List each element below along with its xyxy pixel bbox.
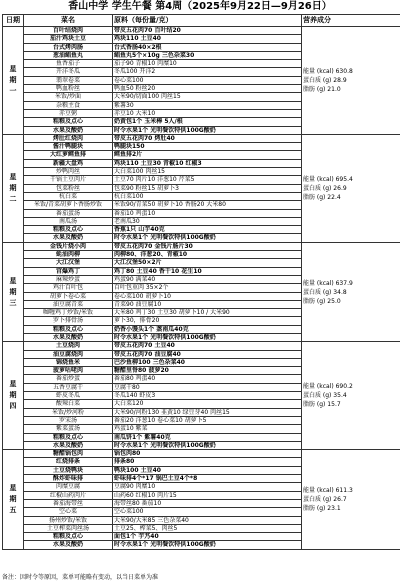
dish-name: 土豆烧肉: [24, 342, 113, 350]
raw-ingredients: 大江汉堡50×2片: [113, 259, 302, 267]
dish-name: 鱼香茄子: [24, 60, 113, 68]
nutrition-line: 能量 (kcal) 695.4: [303, 175, 353, 183]
raw-ingredients: 奶黄包1个 玉米棒 5人/根: [113, 118, 302, 126]
raw-ingredients: 赤豆10 大米10: [113, 109, 302, 117]
day-label-char: 五: [9, 505, 17, 514]
dish-name: 金钱片烧小肉: [24, 242, 113, 250]
raw-ingredients: 番茄20 洋葱10 卷心菜10 胡萝卜5: [113, 416, 302, 424]
dish-name: 杂粮主食: [24, 101, 113, 109]
raw-ingredients: 米饭90/青菜50 胡萝卜10 香肠20 大米80: [113, 201, 302, 209]
dish-name: 番茄海带丝: [24, 499, 113, 507]
dish-name: 罗宋汤: [24, 416, 113, 424]
dish-name: 宫爆鸡丁: [24, 267, 113, 275]
raw-ingredients: 卷心菜100 胡萝卜10: [113, 292, 302, 300]
dish-name: 粗粮及点心: [24, 433, 113, 441]
header-dish: 菜名: [24, 15, 113, 27]
dish-name: 粗粮及点心: [24, 325, 113, 333]
nutrition-info: [302, 450, 400, 550]
menu-table: [2, 14, 400, 550]
dish-name: 红椒山药肉片: [24, 491, 113, 499]
dish-name: 开洋冬瓜: [24, 68, 113, 76]
nutrition-info: [302, 242, 400, 342]
dish-name: 水果及酸奶: [24, 441, 113, 449]
raw-ingredients: 带皮五花肉70 烤肚40: [113, 134, 302, 142]
raw-ingredients: 海带丝80 番茄10: [113, 499, 302, 507]
day-label-char: 二: [9, 194, 17, 203]
raw-ingredients: 鸭腿块150: [113, 143, 302, 151]
raw-ingredients: 带皮五花肉70 油豆腐40: [113, 350, 302, 358]
day-label-char: 星: [9, 276, 17, 285]
raw-ingredients: 香蕉1只 山芋40克: [113, 226, 302, 234]
day-label-char: 星: [9, 172, 17, 181]
raw-ingredients: 时令水果1个 光明餐饮特供100G酸奶: [113, 333, 302, 341]
raw-ingredients: 肉柳80、洋葱20、青椒10: [113, 251, 302, 259]
dish-name: 酸辣白菜: [24, 400, 113, 408]
table-row: [3, 342, 400, 350]
nutrition-info: [302, 342, 400, 450]
raw-ingredients: 大白菜100 肉丝15: [113, 168, 302, 176]
dish-name: 粗粮及点心: [24, 226, 113, 234]
dish-name: 罗卜排骨汤: [24, 317, 113, 325]
nutrition-line: 蛋白质 (g) 35.4: [303, 392, 347, 400]
raw-ingredients: 鸡块110 土豆30 青椒10 红椒3: [113, 159, 302, 167]
raw-ingredients: 巴沙鱼柳100 三色杂菜40: [113, 358, 302, 366]
dish-name: 水果及酸奶: [24, 333, 113, 341]
dish-name: 大江汉堡: [24, 259, 113, 267]
day-label: [3, 134, 24, 242]
nutrition-line: 脂肪 (g) 23.1: [303, 504, 341, 512]
day-label-char: 期: [9, 75, 17, 84]
raw-ingredients: 大白菜120: [113, 400, 302, 408]
raw-ingredients: 包菜90 粉丝15 胡萝卜3: [113, 184, 302, 192]
nutrition-line: 能量 (kcal) 630.8: [303, 67, 353, 75]
day-label-char: 星: [9, 483, 17, 492]
raw-ingredients: 老南瓜30: [113, 217, 302, 225]
day-label-char: 四: [9, 402, 17, 411]
raw-ingredients: 面包1个 芋艿40: [113, 533, 302, 541]
dish-name: 咖喱鸡丁炒饭/米饭: [24, 309, 113, 317]
dish-name: 番茄蛋汤: [24, 209, 113, 217]
raw-ingredients: 时令水果1个 光明餐饮特供100G酸奶: [113, 441, 302, 449]
nutrition-line: 蛋白质 (g) 26.7: [303, 495, 347, 503]
table-row: [3, 450, 400, 458]
nutrition-line: 蛋白质 (g) 26.9: [303, 184, 347, 192]
table-row: [3, 242, 400, 250]
raw-ingredients: 杭白菜100: [113, 192, 302, 200]
dish-name: 干锅土豆肉片: [24, 176, 113, 184]
dish-name: 空心菜: [24, 508, 113, 516]
day-label-char: 期: [9, 494, 17, 503]
dish-name: 虾皮冬瓜: [24, 392, 113, 400]
day-label-char: 期: [9, 391, 17, 400]
raw-ingredients: 豆腐干80: [113, 383, 302, 391]
dish-name: 南瓜汤: [24, 217, 113, 225]
dish-name: 土豆榨菜肉丝汤: [24, 524, 113, 532]
dish-name: 水果及酸奶: [24, 541, 113, 549]
day-label-char: 星: [9, 380, 17, 389]
dish-name: 肉糜豆腐: [24, 483, 113, 491]
dish-name: 茄汁鸡块土豆: [24, 35, 113, 43]
dish-name: 鸭血粉丝: [24, 85, 113, 93]
dish-name: 红烧排条: [24, 458, 113, 466]
header-nutrition: 营养成分: [302, 15, 400, 27]
raw-ingredients: 青菜90 油豆腐10: [113, 300, 302, 308]
header-row: [3, 15, 400, 27]
dish-name: 米饭/青菜胡萝卜香肠炒饭: [24, 201, 113, 209]
raw-ingredients: 时令水果1个 光明餐饮特供100G酸奶: [113, 234, 302, 242]
dish-name: 炒鸭肉丝: [24, 168, 113, 176]
raw-ingredients: 茄子90 青椒10 肉糜10: [113, 60, 302, 68]
raw-ingredients: 台式香肠40×2根: [113, 43, 302, 51]
raw-ingredients: 时令水果1个 光明餐饮特供100G酸奶: [113, 126, 302, 134]
raw-ingredients: 冬瓜140 虾皮3: [113, 392, 302, 400]
dish-name: 酥炸虾味排: [24, 475, 113, 483]
nutrition-info: [302, 27, 400, 135]
dish-name: 酱汁鸭腿块: [24, 143, 113, 151]
dish-name: 胡萝卜卷心菜: [24, 292, 113, 300]
raw-ingredients: 锅包肉80: [113, 450, 302, 458]
dish-name: 油豆腐烧肉: [24, 350, 113, 358]
dish-name: 锦烧鱼米: [24, 358, 113, 366]
raw-ingredients: 土豆70 肉片10 洋葱10 芹菜5: [113, 176, 302, 184]
dish-name: 紫菜蛋汤: [24, 425, 113, 433]
raw-ingredients: 大米90/切面100 肉丝15: [113, 93, 302, 101]
nutrition-line: 脂肪 (g) 22.4: [303, 193, 341, 201]
nutrition-line: 能量 (kcal) 690.2: [303, 383, 353, 391]
dish-name: 糖醋锅包肉: [24, 450, 113, 458]
dish-name: 米饭/炒面: [24, 93, 113, 101]
dish-name: 米饭/炒河粉: [24, 408, 113, 416]
day-label-char: 期: [9, 183, 17, 192]
dish-name: 粗粮及点心: [24, 118, 113, 126]
dish-name: 烤肚红烧肉: [24, 134, 113, 142]
dish-name: 粗粮及点心: [24, 533, 113, 541]
dish-name: 新疆大盘鸡: [24, 159, 113, 167]
raw-ingredients: 豆腐90 肉糜10: [113, 483, 302, 491]
nutrition-line: 脂肪 (g) 15.7: [303, 401, 341, 409]
table-row: [3, 27, 400, 35]
dish-name: 番茄炒蛋: [24, 375, 113, 383]
header-day: 日期: [3, 15, 24, 27]
dish-name: 土豆烧鸭块: [24, 466, 113, 474]
day-label: [3, 27, 24, 135]
raw-ingredients: 糖醋里脊80 菠萝20: [113, 367, 302, 375]
dish-name: 扬州炒饭/米饭: [24, 516, 113, 524]
dish-name: 大红萝鳕鱼排: [24, 151, 113, 159]
dish-name: 水果及酸奶: [24, 126, 113, 134]
raw-ingredients: 鸭血50 粉丝20: [113, 85, 302, 93]
dish-name: 五香豆腐干: [24, 383, 113, 391]
footer-note: 备注：因时令等原因，菜单可能略有变动，以当日菜单为准: [2, 574, 159, 581]
dish-name: 台式烤肉肠: [24, 43, 113, 51]
raw-ingredients: 大米80 鸡丁30 土豆30 胡萝卜10 / 大米90: [113, 309, 302, 317]
table-row: [3, 134, 400, 142]
raw-ingredients: 鲳鱼丸5个×10g 三色杂菜30: [113, 51, 302, 59]
raw-ingredients: 鳕鱼排2片: [113, 151, 302, 159]
dish-name: 油豆腐青菜: [24, 300, 113, 308]
raw-ingredients: 萝卜30，排骨20: [113, 317, 302, 325]
dish-name: 赤豆粥: [24, 109, 113, 117]
raw-ingredients: 虾味排4个*17 锅巴土豆4个*8: [113, 475, 302, 483]
raw-ingredients: 带皮五花肉70 百叶结20: [113, 27, 302, 35]
nutrition-line: 能量 (kcal) 611.3: [303, 486, 353, 494]
raw-ingredients: 番茄10 鸡蛋10: [113, 209, 302, 217]
raw-ingredients: 时令水果1个 光明餐饮特供100G酸奶: [113, 541, 302, 549]
menu-body: [3, 27, 400, 550]
nutrition-info: [302, 134, 400, 242]
dish-name: 菠萝咕咾肉: [24, 367, 113, 375]
raw-ingredients: 鸭块100 土豆40: [113, 466, 302, 474]
raw-ingredients: 鸡丁80 土豆40 香干10 花生10: [113, 267, 302, 275]
header-raw: 原料（每份量/克）: [113, 15, 302, 27]
dish-name: 百叶结烧肉: [24, 27, 113, 35]
dish-name: 蚝油肉柳: [24, 251, 113, 259]
day-label-char: 星: [9, 64, 17, 73]
raw-ingredients: 番茄80 鸡蛋40: [113, 375, 302, 383]
dish-name: 麻辣炒蛋: [24, 275, 113, 283]
raw-ingredients: 紫薯30: [113, 101, 302, 109]
page-title: 香山中学 学生午餐 第4周（2025年9月22日—9月26日）: [68, 1, 332, 12]
nutrition-line: 蛋白质 (g) 28.9: [303, 76, 347, 84]
day-label: [3, 450, 24, 550]
raw-ingredients: 鸡块110 土豆40: [113, 35, 302, 43]
raw-ingredients: 大米90/大米85 三色杂菜40: [113, 516, 302, 524]
raw-ingredients: 卷心菜100: [113, 76, 302, 84]
raw-ingredients: 排条80: [113, 458, 302, 466]
raw-ingredients: 鸡蛋10 紫菜: [113, 425, 302, 433]
raw-ingredients: 土豆25、榨菜5、肉丝5: [113, 524, 302, 532]
dish-name: 葱油鲳鱼丸: [24, 51, 113, 59]
raw-ingredients: 冬瓜100 开洋2: [113, 68, 302, 76]
dish-name: 鸡汁百叶包: [24, 284, 113, 292]
day-label: [3, 342, 24, 450]
nutrition-line: 脂肪 (g) 21.0: [303, 85, 341, 93]
raw-ingredients: 带皮五花肉70 金钱片肠片30: [113, 242, 302, 250]
raw-ingredients: 山药60 红椒10 肉片15: [113, 491, 302, 499]
raw-ingredients: 南瓜饼1个 紫薯40克: [113, 433, 302, 441]
raw-ingredients: 带皮五花肉70 土豆40: [113, 342, 302, 350]
day-label: [3, 242, 24, 342]
dish-name: 杭白菜: [24, 192, 113, 200]
day-label-char: 期: [9, 287, 17, 296]
nutrition-line: 脂肪 (g) 25.0: [303, 297, 341, 305]
raw-ingredients: 大米90/河粉130 韭黄10 绿豆芽40 肉丝15: [113, 408, 302, 416]
day-label-char: 一: [9, 86, 17, 95]
nutrition-line: 能量 (kcal) 637.9: [303, 279, 353, 287]
dish-name: 翡翠卷菜: [24, 76, 113, 84]
dish-name: 水果及酸奶: [24, 234, 113, 242]
day-label-char: 三: [9, 298, 17, 307]
raw-ingredients: 空心菜100: [113, 508, 302, 516]
raw-ingredients: 百叶包重肉 35×2个: [113, 284, 302, 292]
dish-name: 包菜粉丝: [24, 184, 113, 192]
raw-ingredients: 奶香小馒头1个 蒸南瓜40克: [113, 325, 302, 333]
raw-ingredients: 鸡蛋90 满菜40: [113, 275, 302, 283]
nutrition-line: 蛋白质 (g) 34.8: [303, 288, 347, 296]
